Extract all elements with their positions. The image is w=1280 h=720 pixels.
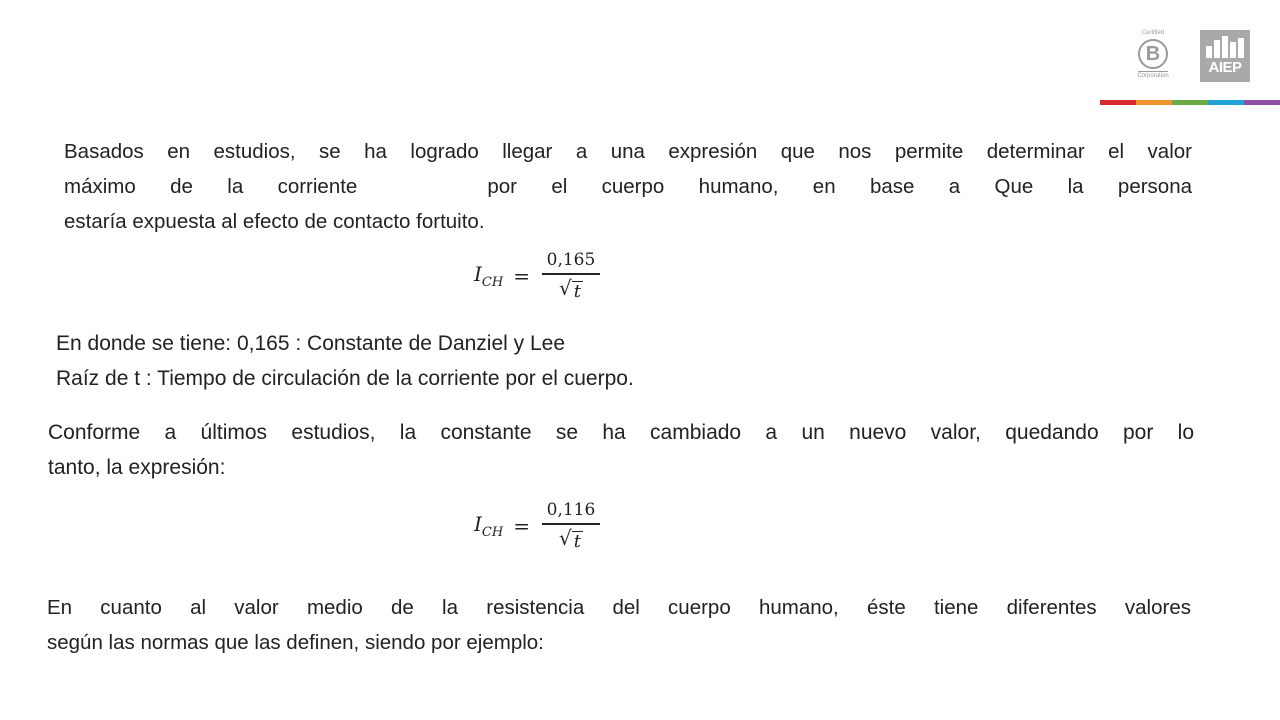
definition-constant: En donde se tiene: 0,165 : Constante de Danziel y Lee — [56, 332, 566, 355]
formula-numerator: 0,116 — [546, 500, 596, 520]
bcorp-top-text: Certified — [1141, 30, 1165, 36]
formula-lhs: $I_{CH}$ — [474, 511, 504, 540]
formula-radicand: t — [573, 280, 581, 302]
formula-fraction — [542, 250, 600, 302]
resistance-line-1: En cuanto al valor medio de la resistencia del cuerpo humano, éste tiene diferentes valores — [47, 596, 1191, 619]
intro-line-2a: máximo de la corriente — [64, 175, 358, 198]
resistance-line-2: según las normas que las definen, siendo por ejemplo: — [47, 631, 544, 654]
update-line-1: Conforme a últimos estudios, la constante se ha cambiado a un nuevo valor, quedando por lo — [48, 421, 1194, 444]
strip-green — [1172, 100, 1208, 105]
bcorp-bottom-text: Corporation — [1137, 73, 1169, 79]
strip-purple — [1244, 100, 1280, 105]
update-paragraph — [48, 415, 1194, 485]
aiep-logo-text: AIEP — [1208, 59, 1242, 76]
formula-lhs: $I_{CH}$ — [474, 261, 504, 290]
formula-fraction — [542, 500, 600, 552]
bcorp-divider — [1138, 71, 1168, 72]
formula-ich-0165 — [474, 250, 600, 302]
intro-line-3: estaría expuesta al efecto de contacto fortuito. — [64, 210, 485, 233]
formula-radicand: t — [573, 530, 581, 552]
update-line-2: tanto, la expresión: — [48, 456, 226, 479]
bcorp-letter: B — [1138, 39, 1168, 69]
brand-color-strip — [1100, 100, 1280, 105]
sqrt-icon: √ — [558, 525, 572, 550]
aiep-logo — [1200, 30, 1250, 82]
formula-ich-0116 — [474, 500, 600, 552]
strip-blue — [1208, 100, 1244, 105]
sqrt-icon: √ — [558, 275, 572, 300]
intro-line-2b: por el cuerpo humano, en base a Que la persona — [487, 175, 1192, 198]
formula-numerator: 0,165 — [546, 250, 596, 270]
intro-line-2 — [64, 169, 1192, 204]
definitions — [56, 326, 856, 396]
formula-denominator — [559, 525, 583, 552]
strip-red — [1100, 100, 1136, 105]
intro-paragraph — [64, 134, 1192, 239]
bcorp-logo — [1133, 30, 1173, 82]
formula-equals: = — [513, 263, 530, 288]
formula-denominator — [559, 275, 583, 302]
definition-time: Raíz de t : Tiempo de circulación de la corriente por el cuerpo. — [56, 367, 634, 390]
formula-equals: = — [513, 513, 530, 538]
resistance-paragraph — [47, 590, 1191, 660]
aiep-building-icon — [1206, 36, 1244, 58]
strip-orange — [1136, 100, 1172, 105]
intro-line-1: Basados en estudios, se ha logrado llegar a una expresión que nos permite determinar el valor — [64, 140, 1192, 163]
